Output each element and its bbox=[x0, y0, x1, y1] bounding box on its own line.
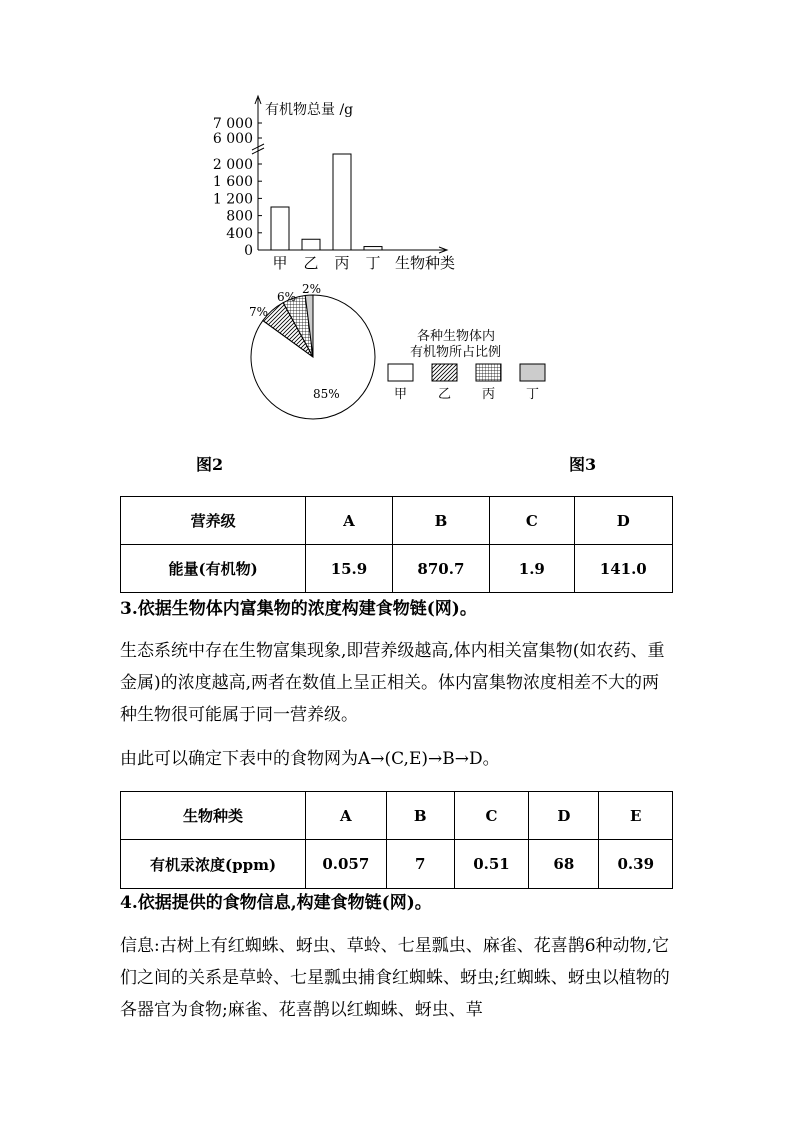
bar-0 bbox=[271, 207, 289, 250]
y-axis-label: 有机物总量 /g bbox=[265, 102, 354, 118]
figure-3-caption: 图3 bbox=[569, 455, 597, 474]
legend-title-line2: 有机物所占比例 bbox=[410, 345, 502, 360]
table-row bbox=[121, 840, 673, 889]
legend-swatch-ding bbox=[520, 364, 545, 381]
table-cell: 7 bbox=[386, 840, 454, 889]
mercury-table bbox=[120, 791, 673, 889]
energy-table bbox=[120, 496, 673, 593]
table-cell: 870.7 bbox=[392, 545, 489, 593]
table-header-cell: C bbox=[490, 497, 574, 545]
table-cell: 68 bbox=[529, 840, 599, 889]
y-tick-label: 7 000 bbox=[212, 116, 253, 132]
table-header-cell: B bbox=[392, 497, 489, 545]
table-header-cell: E bbox=[599, 792, 673, 840]
table-row bbox=[121, 497, 673, 545]
legend-title-line1: 各种生物体内 bbox=[417, 329, 496, 344]
bar-1 bbox=[302, 239, 320, 250]
table-header-cell: A bbox=[306, 497, 392, 545]
table-cell: 0.51 bbox=[454, 840, 528, 889]
table-header-cell: C bbox=[454, 792, 528, 840]
bar-chart bbox=[200, 90, 500, 280]
bar-3 bbox=[364, 247, 382, 250]
pie-chart bbox=[245, 280, 565, 430]
section-4-heading: 4.依据提供的食物信息,构建食物链(网)。 bbox=[120, 893, 432, 913]
table-header-cell: B bbox=[386, 792, 454, 840]
table-row bbox=[121, 545, 673, 593]
pie-label-ding: 2% bbox=[302, 282, 322, 296]
pie-label-jia: 85% bbox=[313, 387, 340, 401]
legend-label-jia: 甲 bbox=[394, 387, 408, 402]
y-tick-label: 800 bbox=[226, 208, 253, 225]
table-header-cell: A bbox=[306, 792, 387, 840]
legend-label-ding: 丁 bbox=[526, 387, 540, 402]
table-cell: 1.9 bbox=[490, 545, 574, 593]
y-tick-label: 2 000 bbox=[212, 157, 253, 173]
table-cell: 0.057 bbox=[306, 840, 387, 889]
pie-label-bing: 6% bbox=[277, 290, 297, 304]
table-row bbox=[121, 792, 673, 840]
x-tick-label: 乙 bbox=[303, 254, 319, 272]
y-tick-label: 1 200 bbox=[212, 191, 253, 208]
figure-2-caption: 图2 bbox=[196, 455, 224, 474]
legend-swatch-yi bbox=[432, 364, 457, 381]
table-cell: 能量(有机物) bbox=[121, 545, 306, 593]
table-cell: 0.39 bbox=[599, 840, 673, 889]
legend-label-bing: 丙 bbox=[482, 387, 496, 402]
section-4-body: 信息:古树上有红蜘蛛、蚜虫、草蛉、七星瓢虫、麻雀、花喜鹊6种动物,它们之间的关系是草蛉、七星瓢虫捕食红蜘蛛、蚜虫;红蜘蛛、蚜虫以植物的各器官为食物;麻雀、花喜鹊以红蜘蛛、蚜虫、草 bbox=[120, 936, 670, 1020]
legend-label-yi: 乙 bbox=[438, 387, 452, 402]
x-tick-label: 丁 bbox=[365, 254, 381, 272]
table-cell: 15.9 bbox=[306, 545, 392, 593]
table-cell: 141.0 bbox=[574, 545, 672, 593]
x-axis-label: 生物种类 bbox=[395, 254, 456, 272]
table-header-cell: D bbox=[574, 497, 672, 545]
y-tick-label: 6 000 bbox=[212, 131, 253, 147]
y-tick-label: 0 bbox=[244, 243, 253, 259]
table-cell: 有机汞浓度(ppm) bbox=[121, 840, 306, 889]
pie-label-yi: 7% bbox=[249, 305, 269, 319]
legend-swatch-bing bbox=[476, 364, 501, 381]
bar-2 bbox=[333, 154, 351, 250]
legend-swatch-jia bbox=[388, 364, 413, 381]
section-3-conclusion: 由此可以确定下表中的食物网为A→(C,E)→B→D。 bbox=[120, 749, 500, 769]
y-tick-label: 400 bbox=[226, 225, 253, 242]
y-tick-label: 1 600 bbox=[212, 174, 253, 191]
table-header-cell: 生物种类 bbox=[121, 792, 306, 840]
legend bbox=[388, 364, 545, 402]
section-3-heading: 3.依据生物体内富集物的浓度构建食物链(网)。 bbox=[120, 599, 477, 619]
section-3-body: 生态系统中存在生物富集现象,即营养级越高,体内相关富集物(如农药、重金属)的浓度越高,两者在数值上呈正相关。体内富集物浓度相差不大的两种生物很可能属于同一营养级。 bbox=[120, 641, 665, 725]
x-tick-label: 丙 bbox=[334, 254, 350, 272]
table-header-cell: D bbox=[529, 792, 599, 840]
table-header-cell: 营养级 bbox=[121, 497, 306, 545]
x-tick-label: 甲 bbox=[272, 254, 288, 272]
